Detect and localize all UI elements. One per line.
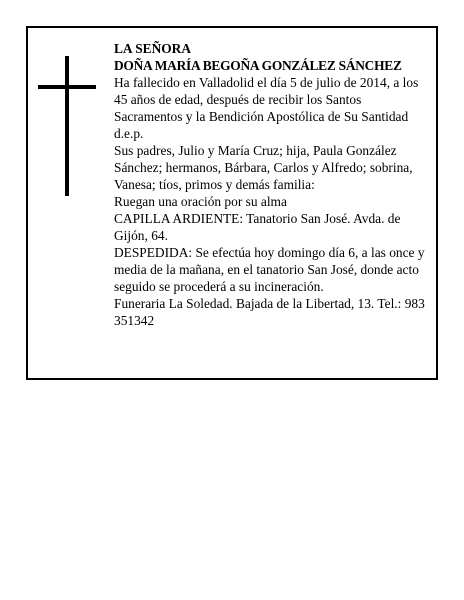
cross-horizontal-bar bbox=[38, 85, 96, 89]
deceased-name: DOÑA MARÍA BEGOÑA GONZÁLEZ SÁNCHEZ bbox=[114, 58, 402, 73]
notice-heading: LA SEÑORA bbox=[114, 41, 192, 56]
obituary-notice bbox=[26, 26, 438, 380]
farewell-info: DESPEDIDA: Se efectúa hoy domingo día 6, a las once y media de la mañana, en el tanatorio San José, donde acto seguido se procederá a su incineración. bbox=[114, 245, 425, 294]
prayer-request: Ruegan una oración por su alma bbox=[114, 194, 287, 209]
death-announcement: Ha fallecido en Valladolid el día 5 de julio de 2014, a los 45 años de edad, después de recibir los Santos Sacramentos y la Bendición Apostólica de Su Santidad d.e.p. bbox=[114, 75, 419, 141]
notice-text bbox=[114, 40, 432, 329]
family-list: Sus padres, Julio y María Cruz; hija, Paula González Sánchez; hermanos, Bárbara, Carlos y Alfredo; sobrina, Vanesa; tíos, primos y demás familia: bbox=[114, 143, 413, 192]
cross-icon bbox=[38, 56, 96, 196]
funeral-home-info: Funeraria La Soledad. Bajada de la Libertad, 13. Tel.: 983 351342 bbox=[114, 296, 425, 328]
chapel-info: CAPILLA ARDIENTE: Tanatorio San José. Avda. de Gijón, 64. bbox=[114, 211, 401, 243]
cross-vertical-bar bbox=[65, 56, 69, 196]
